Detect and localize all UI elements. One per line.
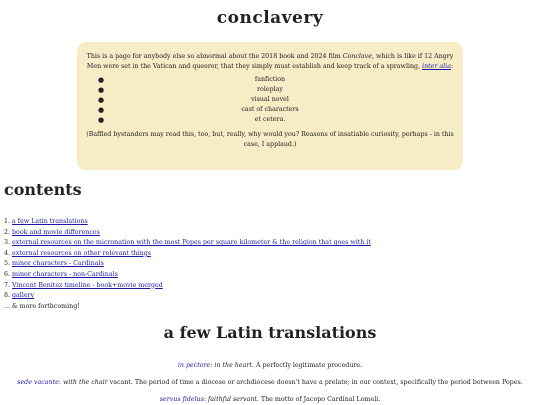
film-title: Conclave xyxy=(342,53,372,60)
latin-term-link[interactable]: sede vacante xyxy=(17,379,59,386)
site-title: conclavery xyxy=(216,8,324,28)
latin-entry: servus fidelus: faithful servant. The motto of Jacopo Cardinal Lomeli. xyxy=(159,396,381,403)
latin-term-link[interactable]: in pectore xyxy=(177,362,211,369)
toc-item: 8. gallery xyxy=(4,292,35,300)
list-item: ● roleplay xyxy=(98,86,283,94)
contents-heading: contents xyxy=(4,180,82,199)
bullet-icon: ● xyxy=(98,96,105,104)
latin-desc: . A perfectly legitimate procedure. xyxy=(251,362,363,369)
toc-item: 2. book and movie differences xyxy=(4,228,100,236)
bullet-icon: ● xyxy=(98,116,105,124)
toc-item: 7. Vincent Benitez timeline - book+movie merged xyxy=(4,281,163,289)
table-of-contents xyxy=(4,217,371,312)
intro-text-before: This is a page for anybody else so abnormal about the 2018 book and 2024 film xyxy=(86,53,343,60)
latin-entry: in pectore: in the heart. A perfectly legitimate procedure. xyxy=(177,362,363,369)
toc-link-book-movie-differences[interactable]: book and movie differences xyxy=(12,228,100,236)
latin-term-link[interactable]: servus fidelus xyxy=(159,396,204,403)
toc-item: 6. minor characters - non-Cardinals xyxy=(4,270,118,278)
latin-section-heading: a few Latin translations xyxy=(163,323,377,342)
latin-gloss: with the chair xyxy=(62,379,108,386)
intro-note: (Baffled bystanders may read this, too, but, really, why would you? Reasons of insatiable curiosity, perhaps - in this case, I applaud.) xyxy=(86,131,454,148)
intro-text-after: , which is like if 12 Angry Men were set in the Vatican and queerer, that they simply must establish and keep track of a sprawling, xyxy=(86,53,454,70)
bullet-icon: ● xyxy=(98,76,105,84)
toc-item: 5. minor characters - Cardinals xyxy=(4,260,104,268)
toc-link-minor-non-cardinals[interactable]: minor characters - non-Cardinals xyxy=(12,270,118,278)
toc-link-benitez-timeline[interactable]: Vincent Benitez timeline - book+movie merged xyxy=(12,281,163,289)
toc-link-micronation-resources[interactable]: external resources on the micronation with the most Popes per square kilometer & the religion that goes with it xyxy=(12,239,371,247)
intro-paragraph xyxy=(85,52,455,71)
toc-item: 4. external resources on other relevant things xyxy=(4,249,151,257)
list-item: ● fanfiction xyxy=(98,76,286,84)
list-item: ● visual novel xyxy=(98,96,289,104)
inter-alia-link[interactable]: inter alia xyxy=(422,62,451,70)
toc-item: 3. external resources on the micronation with the most Popes per square kilometer & the religion that goes with it xyxy=(4,239,371,247)
latin-entry: sede vacante: with the chair vacant. The period of time a diocese or archdiocese doesn't have a prelate; in our context, specifically the period between Popes. xyxy=(17,379,523,386)
toc-link-gallery[interactable]: gallery xyxy=(12,292,35,300)
intro-text-end: : xyxy=(450,62,454,70)
toc-link-minor-cardinals[interactable]: minor characters - Cardinals xyxy=(12,260,104,268)
toc-item: 1. a few Latin translations xyxy=(4,218,88,225)
list-item: ● cast of characters xyxy=(98,106,299,114)
latin-gloss: in the heart xyxy=(214,362,252,369)
latin-gloss: faithful servant xyxy=(207,396,257,403)
toc-link-other-resources[interactable]: external resources on other relevant things xyxy=(12,249,151,257)
intro-list xyxy=(85,75,455,125)
latin-desc: vacant. The period of time a diocese or archdiocese doesn't have a prelate; in our context, specifically the period between Popes. xyxy=(107,379,523,386)
list-item: ● et cetera. xyxy=(98,116,286,124)
bullet-icon: ● xyxy=(98,106,105,114)
toc-link-latin-translations[interactable]: a few Latin translations xyxy=(12,218,88,225)
intro-box xyxy=(77,42,463,170)
latin-desc: . The motto of Jacopo Cardinal Lomeli. xyxy=(256,396,381,403)
bullet-icon: ● xyxy=(98,86,105,94)
toc-more: ... & more forthcoming! xyxy=(4,302,80,310)
